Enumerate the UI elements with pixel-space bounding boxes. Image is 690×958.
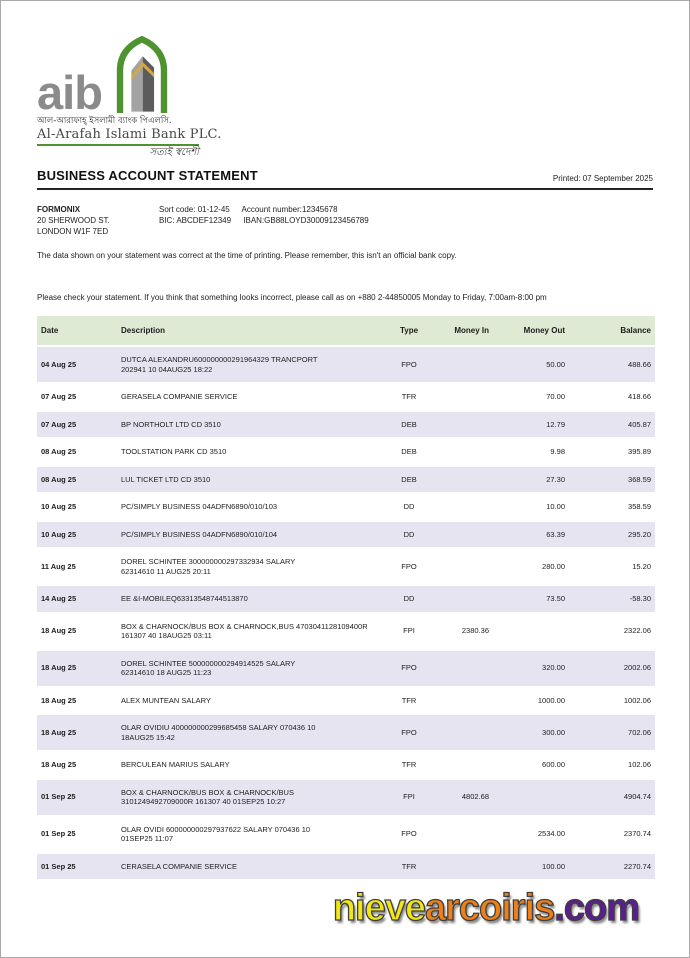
cell-description: GERASELA COMPANIE SERVICE [117, 384, 383, 410]
cell-type: TFR [383, 688, 435, 714]
cell-money-out: 1000.00 [493, 688, 569, 714]
cell-money-in: 4802.68 [435, 780, 493, 815]
cell-description: PC/SIMPLY BUSINESS 04ADFN6890/010/104 [117, 522, 383, 548]
cell-description: BOX & CHARNOCK/BUS BOX & CHARNOCK,BUS 4703041128109400R 161307 40 18AUG25 03:11 [117, 614, 383, 649]
cell-money-out: 9.98 [493, 439, 569, 465]
bank-tagline-bengali: সত্যই স্বদেশী [149, 147, 199, 158]
table-row [37, 347, 655, 382]
cell-description: LUL TICKET LTD CD 3510 [117, 467, 383, 493]
cell-money-in [435, 549, 493, 584]
cell-type: DEB [383, 412, 435, 438]
cell-date: 07 Aug 25 [37, 412, 117, 438]
cell-money-in [435, 494, 493, 520]
cell-date: 18 Aug 25 [37, 614, 117, 649]
cell-money-out: 100.00 [493, 854, 569, 880]
cell-balance: 1002.06 [569, 688, 655, 714]
cell-money-in [435, 817, 493, 852]
account-address-block [37, 204, 159, 237]
account-info [37, 204, 653, 237]
cell-money-out: 63.39 [493, 522, 569, 548]
cell-money-out: 600.00 [493, 752, 569, 778]
cell-balance: 405.87 [569, 412, 655, 438]
cell-balance: 488.66 [569, 347, 655, 382]
cell-balance: -58.30 [569, 586, 655, 612]
bank-name-bengali: আল-আরাফাহ্ ইসলামী ব্যাংক পিএলসি. [37, 116, 172, 126]
statement-title-row [37, 168, 653, 190]
table-row [37, 522, 655, 548]
cell-description: OLAR OVIDIU 400000000299685458 SALARY 070436 10 18AUG25 15:42 [117, 715, 383, 750]
cell-type: TFR [383, 752, 435, 778]
cell-balance: 295.20 [569, 522, 655, 548]
cell-date: 10 Aug 25 [37, 494, 117, 520]
watermark-part-2: arcoiris [424, 887, 555, 929]
cell-type: FPO [383, 651, 435, 686]
table-row [37, 752, 655, 778]
cell-balance: 2322.06 [569, 614, 655, 649]
cell-money-out: 2534.00 [493, 817, 569, 852]
cell-date: 18 Aug 25 [37, 688, 117, 714]
cell-description: PC/SIMPLY BUSINESS 04ADFN6890/010/103 [117, 494, 383, 520]
cell-money-in [435, 752, 493, 778]
cell-type: DD [383, 494, 435, 520]
cell-money-out: 27.30 [493, 467, 569, 493]
table-row [37, 715, 655, 750]
cell-description: ALEX MUNTEAN SALARY [117, 688, 383, 714]
table-row [37, 854, 655, 880]
cell-type: FPO [383, 549, 435, 584]
table-row [37, 384, 655, 410]
cell-money-out: 10.00 [493, 494, 569, 520]
site-watermark [37, 889, 653, 927]
table-row [37, 467, 655, 493]
cell-money-in [435, 715, 493, 750]
cell-money-out [493, 780, 569, 815]
table-row [37, 439, 655, 465]
cell-balance: 4904.74 [569, 780, 655, 815]
cell-date: 11 Aug 25 [37, 549, 117, 584]
cell-date: 18 Aug 25 [37, 752, 117, 778]
cell-date: 18 Aug 25 [37, 651, 117, 686]
bank-logo [37, 35, 237, 158]
cell-type: TFR [383, 384, 435, 410]
account-holder: FORMONIX [37, 205, 81, 214]
cell-money-in [435, 412, 493, 438]
cell-money-in [435, 522, 493, 548]
cell-date: 10 Aug 25 [37, 522, 117, 548]
cell-description: OLAR OVIDI 600000000297937622 SALARY 070436 10 01SEP25 11:07 [117, 817, 383, 852]
table-row [37, 586, 655, 612]
cell-description: CERASELA COMPANIE SERVICE [117, 854, 383, 880]
contact-notice: Please check your statement. If you think that something looks incorrect, please call as on +880 2-44850005 Monday to Friday, 7:00am-8:00 pm [37, 293, 547, 302]
account-address-line2: LONDON W1F 7ED [37, 227, 109, 236]
cell-money-in: 2380.36 [435, 614, 493, 649]
cell-description: BERCULEAN MARIUS SALARY [117, 752, 383, 778]
cell-type: DD [383, 522, 435, 548]
table-row [37, 549, 655, 584]
cell-money-out: 280.00 [493, 549, 569, 584]
cell-money-out: 320.00 [493, 651, 569, 686]
logo-divider [37, 144, 199, 146]
cell-balance: 102.06 [569, 752, 655, 778]
cell-balance: 395.89 [569, 439, 655, 465]
col-header-money-in: Money In [435, 316, 493, 345]
cell-money-out: 12.79 [493, 412, 569, 438]
bank-arch-icon [110, 35, 174, 113]
cell-date: 08 Aug 25 [37, 467, 117, 493]
bic-iban-line [159, 215, 369, 226]
cell-date: 14 Aug 25 [37, 586, 117, 612]
cell-money-in [435, 854, 493, 880]
watermark-part-3: .com [554, 887, 639, 929]
cell-date: 04 Aug 25 [37, 347, 117, 382]
cell-type: FPO [383, 817, 435, 852]
cell-description: DUTCA ALEXANDRU600000000291964329 TRANCPORT 202941 10 04AUG25 18:22 [117, 347, 383, 382]
cell-date: 08 Aug 25 [37, 439, 117, 465]
sort-code-line [159, 204, 369, 215]
cell-balance: 368.59 [569, 467, 655, 493]
account-address-line1: 20 SHERWOOD ST. [37, 216, 110, 225]
sort-code: Sort code: 01-12-45 [159, 205, 230, 214]
cell-money-out [493, 614, 569, 649]
cell-date: 01 Sep 25 [37, 817, 117, 852]
cell-money-in [435, 651, 493, 686]
bank-name-english: Al-Arafah Islami Bank PLC. [37, 127, 222, 142]
table-row [37, 780, 655, 815]
cell-money-in [435, 439, 493, 465]
printed-date: Printed: 07 September 2025 [552, 174, 653, 183]
table-row [37, 817, 655, 852]
table-row [37, 651, 655, 686]
cell-balance: 702.06 [569, 715, 655, 750]
cell-description: BOX & CHARNOCK/BUS BOX & CHARNOCK/BUS 3101249492709000R 161307 40 01SEP25 10:27 [117, 780, 383, 815]
cell-balance: 2002.06 [569, 651, 655, 686]
cell-date: 01 Sep 25 [37, 780, 117, 815]
page-title: BUSINESS ACCOUNT STATEMENT [37, 168, 258, 183]
cell-type: FPI [383, 614, 435, 649]
bank-logo-text: aib [37, 66, 102, 120]
cell-money-in [435, 347, 493, 382]
col-header-date: Date [37, 316, 117, 345]
cell-type: TFR [383, 854, 435, 880]
table-row [37, 412, 655, 438]
cell-balance: 2370.74 [569, 817, 655, 852]
cell-date: 18 Aug 25 [37, 715, 117, 750]
cell-description: EE &I-MOBILEQ63313548744513870 [117, 586, 383, 612]
cell-date: 01 Sep 25 [37, 854, 117, 880]
col-header-type: Type [383, 316, 435, 345]
bic: BIC: ABCDEF12349 [159, 216, 232, 225]
cell-balance: 2270.74 [569, 854, 655, 880]
table-row [37, 494, 655, 520]
cell-balance: 418.66 [569, 384, 655, 410]
cell-money-out: 70.00 [493, 384, 569, 410]
cell-money-out: 73.50 [493, 586, 569, 612]
cell-money-in [435, 586, 493, 612]
cell-money-out: 50.00 [493, 347, 569, 382]
table-header-row [37, 316, 655, 345]
cell-money-in [435, 688, 493, 714]
col-header-balance: Balance [569, 316, 655, 345]
cell-balance: 358.59 [569, 494, 655, 520]
transactions-body [37, 347, 655, 879]
account-numbers-block [159, 204, 369, 237]
cell-type: DEB [383, 439, 435, 465]
cell-type: FPI [383, 780, 435, 815]
cell-description: DOREL SCHINTEE 300000000297332934 SALARY 62314610 11 AUG25 20:11 [117, 549, 383, 584]
cell-date: 07 Aug 25 [37, 384, 117, 410]
col-header-description: Description [117, 316, 383, 345]
cell-type: DEB [383, 467, 435, 493]
cell-description: TOOLSTATION PARK CD 3510 [117, 439, 383, 465]
col-header-money-out: Money Out [493, 316, 569, 345]
cell-money-in [435, 384, 493, 410]
accuracy-notice: The data shown on your statement was correct at the time of printing. Please remember, this isn't an official bank copy. [37, 251, 457, 260]
cell-type: FPO [383, 347, 435, 382]
watermark-part-1: nieve [332, 887, 425, 929]
table-row [37, 688, 655, 714]
transactions-table [37, 314, 655, 881]
cell-money-out: 300.00 [493, 715, 569, 750]
cell-description: BP NORTHOLT LTD CD 3510 [117, 412, 383, 438]
table-row [37, 614, 655, 649]
cell-description: DOREL SCHINTEE 500000000294914525 SALARY 62314610 18 AUG25 11:23 [117, 651, 383, 686]
cell-money-in [435, 467, 493, 493]
cell-type: DD [383, 586, 435, 612]
iban: IBAN:GB88LOYD30009123456789 [243, 216, 369, 225]
cell-type: FPO [383, 715, 435, 750]
bank-logo-row [37, 35, 237, 120]
account-number: Account number:12345678 [241, 205, 338, 214]
cell-balance: 15.20 [569, 549, 655, 584]
